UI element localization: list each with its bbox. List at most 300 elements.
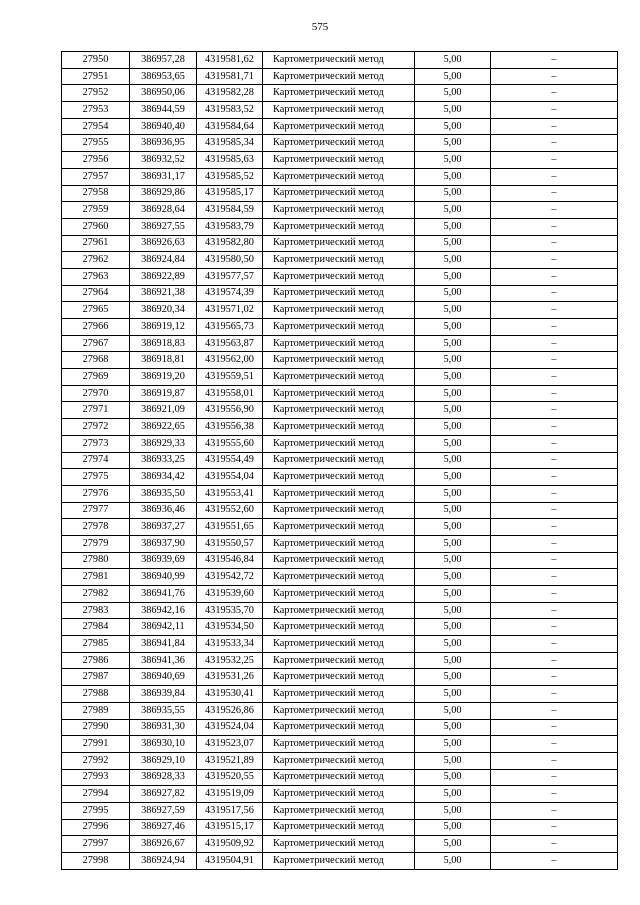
point-number-cell: 27973: [62, 435, 130, 452]
point-number-cell: 27968: [62, 352, 130, 369]
point-number-cell: 27977: [62, 502, 130, 519]
description-cell: –: [491, 85, 618, 102]
point-number-cell: 27955: [62, 135, 130, 152]
precision-cell: 5,00: [415, 435, 491, 452]
x-coordinate-cell: 386933,25: [130, 452, 197, 469]
y-coordinate-cell: 4319562,00: [197, 352, 263, 369]
y-coordinate-cell: 4319585,34: [197, 135, 263, 152]
method-cell: Картометрический метод: [263, 452, 415, 469]
x-coordinate-cell: 386924,94: [130, 853, 197, 870]
precision-cell: 5,00: [415, 836, 491, 853]
table-row: [62, 485, 618, 502]
x-coordinate-cell: 386927,59: [130, 802, 197, 819]
description-cell: –: [491, 252, 618, 269]
description-cell: –: [491, 319, 618, 336]
x-coordinate-cell: 386937,27: [130, 519, 197, 536]
description-cell: –: [491, 218, 618, 235]
point-number-cell: 27985: [62, 636, 130, 653]
coordinates-table: [61, 51, 618, 870]
point-number-cell: 27960: [62, 218, 130, 235]
description-cell: –: [491, 552, 618, 569]
description-cell: –: [491, 185, 618, 202]
x-coordinate-cell: 386936,95: [130, 135, 197, 152]
table-row: [62, 452, 618, 469]
y-coordinate-cell: 4319554,04: [197, 469, 263, 486]
description-cell: –: [491, 285, 618, 302]
point-number-cell: 27991: [62, 736, 130, 753]
precision-cell: 5,00: [415, 252, 491, 269]
description-cell: –: [491, 235, 618, 252]
x-coordinate-cell: 386940,99: [130, 569, 197, 586]
table-row: [62, 602, 618, 619]
table-row: [62, 185, 618, 202]
description-cell: –: [491, 435, 618, 452]
description-cell: –: [491, 686, 618, 703]
x-coordinate-cell: 386926,63: [130, 235, 197, 252]
x-coordinate-cell: 386936,46: [130, 502, 197, 519]
x-coordinate-cell: 386935,50: [130, 485, 197, 502]
x-coordinate-cell: 386941,36: [130, 652, 197, 669]
point-number-cell: 27978: [62, 519, 130, 536]
precision-cell: 5,00: [415, 752, 491, 769]
description-cell: –: [491, 469, 618, 486]
precision-cell: 5,00: [415, 719, 491, 736]
description-cell: –: [491, 385, 618, 402]
point-number-cell: 27994: [62, 786, 130, 803]
y-coordinate-cell: 4319583,52: [197, 102, 263, 119]
method-cell: Картометрический метод: [263, 202, 415, 219]
x-coordinate-cell: 386921,09: [130, 402, 197, 419]
y-coordinate-cell: 4319533,34: [197, 636, 263, 653]
table-row: [62, 519, 618, 536]
method-cell: Картометрический метод: [263, 853, 415, 870]
precision-cell: 5,00: [415, 302, 491, 319]
x-coordinate-cell: 386927,82: [130, 786, 197, 803]
precision-cell: 5,00: [415, 686, 491, 703]
description-cell: –: [491, 702, 618, 719]
description-cell: –: [491, 736, 618, 753]
point-number-cell: 27954: [62, 118, 130, 135]
precision-cell: 5,00: [415, 586, 491, 603]
description-cell: –: [491, 586, 618, 603]
point-number-cell: 27984: [62, 619, 130, 636]
x-coordinate-cell: 386927,55: [130, 218, 197, 235]
description-cell: –: [491, 369, 618, 386]
y-coordinate-cell: 4319504,91: [197, 853, 263, 870]
point-number-cell: 27966: [62, 319, 130, 336]
y-coordinate-cell: 4319550,57: [197, 535, 263, 552]
x-coordinate-cell: 386953,65: [130, 68, 197, 85]
method-cell: Картометрический метод: [263, 786, 415, 803]
y-coordinate-cell: 4319563,87: [197, 335, 263, 352]
table-row: [62, 252, 618, 269]
x-coordinate-cell: 386930,10: [130, 736, 197, 753]
table-row: [62, 118, 618, 135]
y-coordinate-cell: 4319551,65: [197, 519, 263, 536]
description-cell: –: [491, 535, 618, 552]
description-cell: –: [491, 769, 618, 786]
y-coordinate-cell: 4319530,41: [197, 686, 263, 703]
x-coordinate-cell: 386928,33: [130, 769, 197, 786]
precision-cell: 5,00: [415, 736, 491, 753]
point-number-cell: 27972: [62, 419, 130, 436]
x-coordinate-cell: 386941,76: [130, 586, 197, 603]
y-coordinate-cell: 4319556,90: [197, 402, 263, 419]
table-row: [62, 419, 618, 436]
x-coordinate-cell: 386931,30: [130, 719, 197, 736]
y-coordinate-cell: 4319581,62: [197, 52, 263, 69]
method-cell: Картометрический метод: [263, 385, 415, 402]
precision-cell: 5,00: [415, 786, 491, 803]
point-number-cell: 27961: [62, 235, 130, 252]
y-coordinate-cell: 4319515,17: [197, 819, 263, 836]
description-cell: –: [491, 52, 618, 69]
precision-cell: 5,00: [415, 636, 491, 653]
precision-cell: 5,00: [415, 335, 491, 352]
x-coordinate-cell: 386918,83: [130, 335, 197, 352]
y-coordinate-cell: 4319539,60: [197, 586, 263, 603]
y-coordinate-cell: 4319535,70: [197, 602, 263, 619]
method-cell: Картометрический метод: [263, 719, 415, 736]
precision-cell: 5,00: [415, 619, 491, 636]
description-cell: –: [491, 652, 618, 669]
y-coordinate-cell: 4319581,71: [197, 68, 263, 85]
method-cell: Картометрический метод: [263, 369, 415, 386]
x-coordinate-cell: 386935,55: [130, 702, 197, 719]
x-coordinate-cell: 386919,20: [130, 369, 197, 386]
method-cell: Картометрический метод: [263, 586, 415, 603]
method-cell: Картометрический метод: [263, 702, 415, 719]
method-cell: Картометрический метод: [263, 552, 415, 569]
y-coordinate-cell: 4319532,25: [197, 652, 263, 669]
y-coordinate-cell: 4319517,56: [197, 802, 263, 819]
table-row: [62, 319, 618, 336]
method-cell: Картометрический метод: [263, 769, 415, 786]
table-row: [62, 68, 618, 85]
table-row: [62, 202, 618, 219]
method-cell: Картометрический метод: [263, 752, 415, 769]
method-cell: Картометрический метод: [263, 519, 415, 536]
y-coordinate-cell: 4319553,41: [197, 485, 263, 502]
table-row: [62, 435, 618, 452]
point-number-cell: 27986: [62, 652, 130, 669]
x-coordinate-cell: 386929,33: [130, 435, 197, 452]
method-cell: Картометрический метод: [263, 619, 415, 636]
y-coordinate-cell: 4319585,17: [197, 185, 263, 202]
y-coordinate-cell: 4319585,63: [197, 152, 263, 169]
description-cell: –: [491, 802, 618, 819]
precision-cell: 5,00: [415, 385, 491, 402]
y-coordinate-cell: 4319582,80: [197, 235, 263, 252]
point-number-cell: 27971: [62, 402, 130, 419]
x-coordinate-cell: 386950,06: [130, 85, 197, 102]
precision-cell: 5,00: [415, 268, 491, 285]
point-number-cell: 27975: [62, 469, 130, 486]
y-coordinate-cell: 4319523,07: [197, 736, 263, 753]
precision-cell: 5,00: [415, 519, 491, 536]
point-number-cell: 27959: [62, 202, 130, 219]
point-number-cell: 27962: [62, 252, 130, 269]
table-row: [62, 268, 618, 285]
precision-cell: 5,00: [415, 485, 491, 502]
method-cell: Картометрический метод: [263, 419, 415, 436]
method-cell: Картометрический метод: [263, 736, 415, 753]
precision-cell: 5,00: [415, 202, 491, 219]
precision-cell: 5,00: [415, 85, 491, 102]
table-row: [62, 402, 618, 419]
y-coordinate-cell: 4319585,52: [197, 168, 263, 185]
coordinates-table-body: [62, 52, 618, 870]
page-number: 575: [311, 21, 329, 33]
point-number-cell: 27980: [62, 552, 130, 569]
x-coordinate-cell: 386924,84: [130, 252, 197, 269]
y-coordinate-cell: 4319554,49: [197, 452, 263, 469]
x-coordinate-cell: 386939,69: [130, 552, 197, 569]
description-cell: –: [491, 118, 618, 135]
precision-cell: 5,00: [415, 319, 491, 336]
table-row: [62, 469, 618, 486]
description-cell: –: [491, 419, 618, 436]
precision-cell: 5,00: [415, 218, 491, 235]
method-cell: Картометрический метод: [263, 669, 415, 686]
table-row: [62, 802, 618, 819]
table-row: [62, 502, 618, 519]
precision-cell: 5,00: [415, 502, 491, 519]
table-row: [62, 285, 618, 302]
precision-cell: 5,00: [415, 402, 491, 419]
point-number-cell: 27993: [62, 769, 130, 786]
precision-cell: 5,00: [415, 602, 491, 619]
y-coordinate-cell: 4319559,51: [197, 369, 263, 386]
precision-cell: 5,00: [415, 702, 491, 719]
y-coordinate-cell: 4319580,50: [197, 252, 263, 269]
method-cell: Картометрический метод: [263, 485, 415, 502]
point-number-cell: 27970: [62, 385, 130, 402]
description-cell: –: [491, 452, 618, 469]
method-cell: Картометрический метод: [263, 602, 415, 619]
table-row: [62, 686, 618, 703]
description-cell: –: [491, 752, 618, 769]
method-cell: Картометрический метод: [263, 502, 415, 519]
x-coordinate-cell: 386939,84: [130, 686, 197, 703]
y-coordinate-cell: 4319582,28: [197, 85, 263, 102]
description-cell: –: [491, 302, 618, 319]
point-number-cell: 27990: [62, 719, 130, 736]
method-cell: Картометрический метод: [263, 319, 415, 336]
method-cell: Картометрический метод: [263, 819, 415, 836]
point-number-cell: 27996: [62, 819, 130, 836]
description-cell: –: [491, 669, 618, 686]
description-cell: –: [491, 352, 618, 369]
y-coordinate-cell: 4319552,60: [197, 502, 263, 519]
method-cell: Картометрический метод: [263, 802, 415, 819]
y-coordinate-cell: 4319555,60: [197, 435, 263, 452]
description-cell: –: [491, 619, 618, 636]
table-row: [62, 836, 618, 853]
precision-cell: 5,00: [415, 102, 491, 119]
description-cell: –: [491, 135, 618, 152]
point-number-cell: 27995: [62, 802, 130, 819]
y-coordinate-cell: 4319509,92: [197, 836, 263, 853]
description-cell: –: [491, 152, 618, 169]
precision-cell: 5,00: [415, 853, 491, 870]
precision-cell: 5,00: [415, 135, 491, 152]
description-cell: –: [491, 836, 618, 853]
y-coordinate-cell: 4319531,26: [197, 669, 263, 686]
method-cell: Картометрический метод: [263, 569, 415, 586]
description-cell: –: [491, 102, 618, 119]
y-coordinate-cell: 4319519,09: [197, 786, 263, 803]
method-cell: Картометрический метод: [263, 102, 415, 119]
method-cell: Картометрический метод: [263, 68, 415, 85]
method-cell: Картометрический метод: [263, 636, 415, 653]
point-number-cell: 27988: [62, 686, 130, 703]
x-coordinate-cell: 386929,86: [130, 185, 197, 202]
y-coordinate-cell: 4319546,84: [197, 552, 263, 569]
point-number-cell: 27969: [62, 369, 130, 386]
method-cell: Картометрический метод: [263, 686, 415, 703]
precision-cell: 5,00: [415, 68, 491, 85]
table-row: [62, 636, 618, 653]
precision-cell: 5,00: [415, 669, 491, 686]
x-coordinate-cell: 386934,42: [130, 469, 197, 486]
y-coordinate-cell: 4319534,50: [197, 619, 263, 636]
point-number-cell: 27958: [62, 185, 130, 202]
method-cell: Картометрический метод: [263, 335, 415, 352]
x-coordinate-cell: 386932,52: [130, 152, 197, 169]
point-number-cell: 27998: [62, 853, 130, 870]
method-cell: Картометрический метод: [263, 185, 415, 202]
precision-cell: 5,00: [415, 652, 491, 669]
y-coordinate-cell: 4319542,72: [197, 569, 263, 586]
description-cell: –: [491, 786, 618, 803]
precision-cell: 5,00: [415, 152, 491, 169]
y-coordinate-cell: 4319584,64: [197, 118, 263, 135]
precision-cell: 5,00: [415, 819, 491, 836]
table-row: [62, 552, 618, 569]
description-cell: –: [491, 569, 618, 586]
point-number-cell: 27950: [62, 52, 130, 69]
point-number-cell: 27981: [62, 569, 130, 586]
y-coordinate-cell: 4319577,57: [197, 268, 263, 285]
point-number-cell: 27953: [62, 102, 130, 119]
description-cell: –: [491, 268, 618, 285]
method-cell: Картометрический метод: [263, 469, 415, 486]
table-row: [62, 569, 618, 586]
description-cell: –: [491, 68, 618, 85]
table-row: [62, 669, 618, 686]
y-coordinate-cell: 4319565,73: [197, 319, 263, 336]
y-coordinate-cell: 4319521,89: [197, 752, 263, 769]
point-number-cell: 27976: [62, 485, 130, 502]
table-row: [62, 535, 618, 552]
point-number-cell: 27964: [62, 285, 130, 302]
x-coordinate-cell: 386918,81: [130, 352, 197, 369]
point-number-cell: 27982: [62, 586, 130, 603]
point-number-cell: 27967: [62, 335, 130, 352]
precision-cell: 5,00: [415, 535, 491, 552]
method-cell: Картометрический метод: [263, 302, 415, 319]
method-cell: Картометрический метод: [263, 252, 415, 269]
precision-cell: 5,00: [415, 168, 491, 185]
point-number-cell: 27979: [62, 535, 130, 552]
method-cell: Картометрический метод: [263, 402, 415, 419]
table-row: [62, 152, 618, 169]
x-coordinate-cell: 386942,16: [130, 602, 197, 619]
method-cell: Картометрический метод: [263, 836, 415, 853]
x-coordinate-cell: 386937,90: [130, 535, 197, 552]
table-row: [62, 719, 618, 736]
description-cell: –: [491, 519, 618, 536]
description-cell: –: [491, 636, 618, 653]
precision-cell: 5,00: [415, 469, 491, 486]
description-cell: –: [491, 402, 618, 419]
description-cell: –: [491, 719, 618, 736]
table-row: [62, 352, 618, 369]
description-cell: –: [491, 168, 618, 185]
table-row: [62, 235, 618, 252]
precision-cell: 5,00: [415, 569, 491, 586]
table-row: [62, 619, 618, 636]
table-row: [62, 335, 618, 352]
table-row: [62, 736, 618, 753]
method-cell: Картометрический метод: [263, 652, 415, 669]
precision-cell: 5,00: [415, 552, 491, 569]
precision-cell: 5,00: [415, 235, 491, 252]
method-cell: Картометрический метод: [263, 535, 415, 552]
description-cell: –: [491, 602, 618, 619]
y-coordinate-cell: 4319584,59: [197, 202, 263, 219]
table-row: [62, 702, 618, 719]
table-row: [62, 52, 618, 69]
x-coordinate-cell: 386940,40: [130, 118, 197, 135]
point-number-cell: 27992: [62, 752, 130, 769]
table-row: [62, 102, 618, 119]
x-coordinate-cell: 386942,11: [130, 619, 197, 636]
x-coordinate-cell: 386921,38: [130, 285, 197, 302]
method-cell: Картометрический метод: [263, 218, 415, 235]
description-cell: –: [491, 335, 618, 352]
method-cell: Картометрический метод: [263, 168, 415, 185]
point-number-cell: 27965: [62, 302, 130, 319]
point-number-cell: 27983: [62, 602, 130, 619]
table-row: [62, 819, 618, 836]
table-row: [62, 369, 618, 386]
y-coordinate-cell: 4319571,02: [197, 302, 263, 319]
point-number-cell: 27997: [62, 836, 130, 853]
point-number-cell: 27952: [62, 85, 130, 102]
precision-cell: 5,00: [415, 802, 491, 819]
x-coordinate-cell: 386919,12: [130, 319, 197, 336]
table-row: [62, 652, 618, 669]
x-coordinate-cell: 386927,46: [130, 819, 197, 836]
x-coordinate-cell: 386922,65: [130, 419, 197, 436]
x-coordinate-cell: 386944,59: [130, 102, 197, 119]
x-coordinate-cell: 386957,28: [130, 52, 197, 69]
table-row: [62, 85, 618, 102]
table-row: [62, 786, 618, 803]
precision-cell: 5,00: [415, 118, 491, 135]
method-cell: Картометрический метод: [263, 135, 415, 152]
table-row: [62, 385, 618, 402]
precision-cell: 5,00: [415, 769, 491, 786]
method-cell: Картометрический метод: [263, 52, 415, 69]
method-cell: Картометрический метод: [263, 285, 415, 302]
point-number-cell: 27987: [62, 669, 130, 686]
precision-cell: 5,00: [415, 419, 491, 436]
precision-cell: 5,00: [415, 352, 491, 369]
precision-cell: 5,00: [415, 369, 491, 386]
